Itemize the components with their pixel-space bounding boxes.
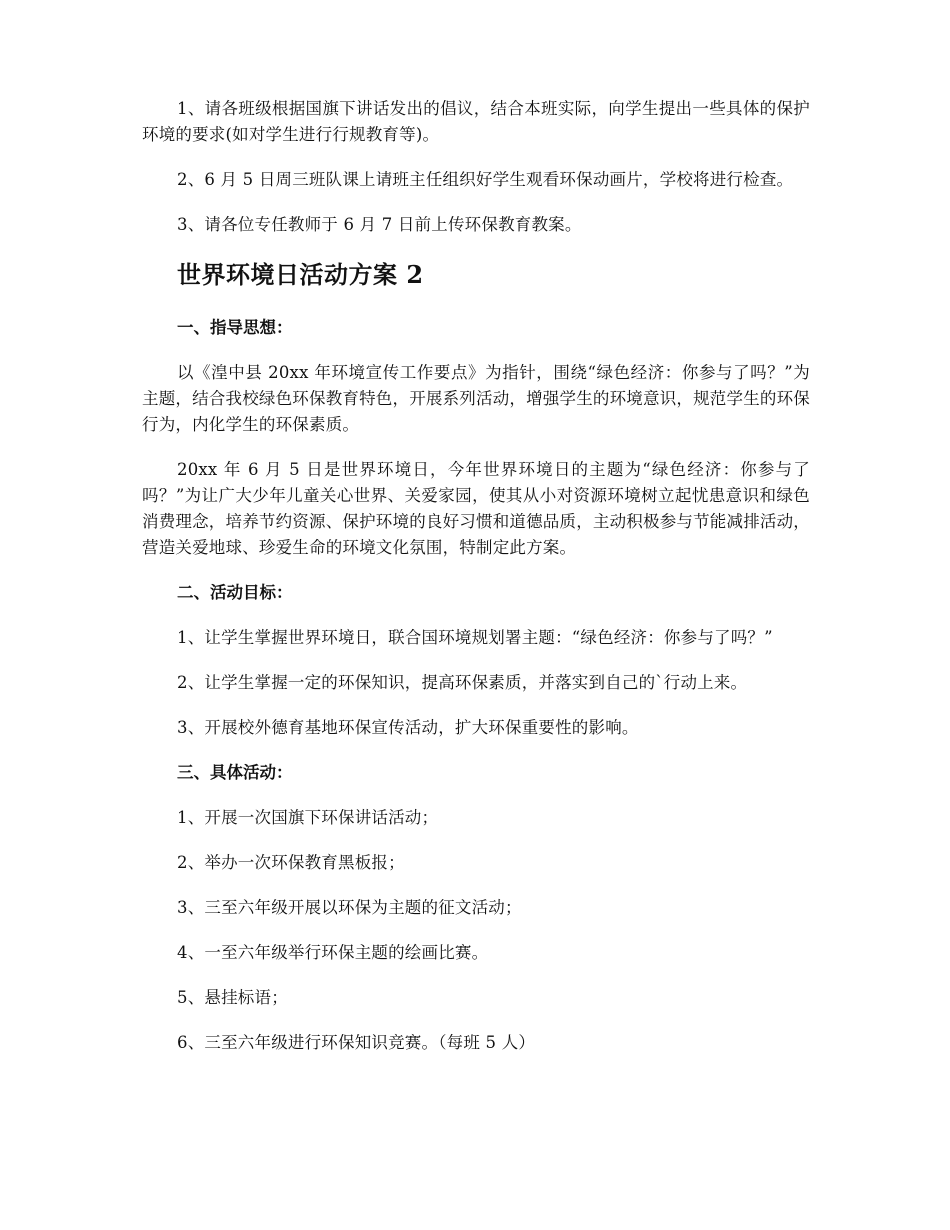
document-body xyxy=(142,96,810,1075)
section-heading-specific-activities: 三、具体活动： xyxy=(177,763,293,782)
activity-item: 6、三至六年级进行环保知识竞赛。（每班 5 人） xyxy=(177,1033,536,1052)
section-heading-activity-goals: 二、活动目标： xyxy=(177,583,293,602)
activity-item: 5、悬挂标语； xyxy=(177,988,288,1007)
activity-item: 4、一至六年级举行环保主题的绘画比赛。 xyxy=(177,943,489,962)
goal-item: 1、让学生掌握世界环境日，联合国环境规划署主题：“绿色经济：你参与了吗？” xyxy=(177,628,773,647)
intro-item: 1、请各班级根据国旗下讲话发出的倡议，结合本班实际，向学生提出一些具体的保护环境的要求(如对学生进行行规教育等)。 xyxy=(142,99,810,144)
goal-item: 2、让学生掌握一定的环保知识，提高环保素质，并落实到自己的`行动上来。 xyxy=(177,673,748,692)
goal-item: 3、开展校外德育基地环保宣传活动，扩大环保重要性的影响。 xyxy=(177,718,639,737)
section-paragraph: 以《湟中县 20xx 年环境宣传工作要点》为指针，围绕“绿色经济：你参与了吗？”为主题，结合我校绿色环保教育特色，开展系列活动，增强学生的环境意识，规范学生的环保行为，内化学生的环保素质。 xyxy=(142,363,810,434)
intro-item: 2、6 月 5 日周三班队课上请班主任组织好学生观看环保动画片，学校将进行检查。 xyxy=(177,170,794,189)
section-paragraph: 20xx 年 6 月 5 日是世界环境日，今年世界环境日的主题为“绿色经济：你参与了吗？”为让广大少年儿童关心世界、关爱家园，使其从小对资源环境树立起忧患意识和绿色消费理念，培养节约资源、保护环境的良好习惯和道德品质，主动积极参与节能减排活动，营造关爱地球、珍爱生命的环境文化氛围，特制定此方案。 xyxy=(142,460,810,557)
activity-item: 1、开展一次国旗下环保讲话活动； xyxy=(177,808,439,827)
activity-item: 3、三至六年级开展以环保为主题的征文活动； xyxy=(177,898,522,917)
activity-item: 2、举办一次环保教育黑板报； xyxy=(177,853,405,872)
intro-item: 3、请各位专任教师于 6 月 7 日前上传环保教育教案。 xyxy=(177,215,582,234)
document-title: 世界环境日活动方案 2 xyxy=(177,260,424,289)
section-heading-guiding-thought: 一、指导思想： xyxy=(177,318,293,337)
